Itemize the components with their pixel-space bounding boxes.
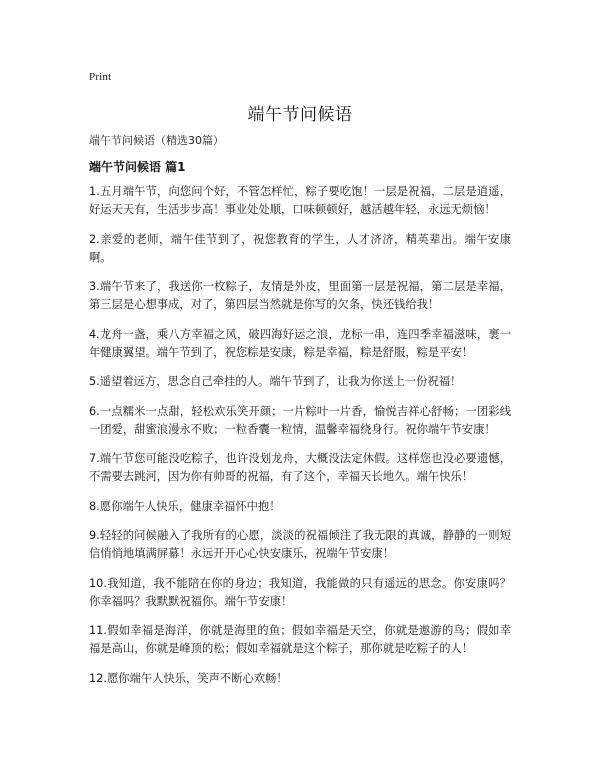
paragraph: 6.一点糯米一点甜，轻松欢乐笑开颜；一片粽叶一片香，愉悦吉祥心舒畅；一团彩线一团爱，甜蜜浪漫永不败；一粒香囊一粒情，温馨幸福绕身行。祝你端午节安康！ — [89, 404, 511, 436]
paragraph: 12.愿你端午人快乐，笑声不断心欢畅！ — [89, 671, 288, 685]
paragraph: 2.亲爱的老师，端午佳节到了，祝您教育的学生，人才济济，精英辈出。端午安康啊。 — [89, 232, 511, 264]
paragraph: 9.轻轻的问候融入了我所有的心愿，淡淡的祝福倾注了我无限的真诚，静静的一则短信悄悄地填满屏幕！永远开开心心快安康乐，祝端午节安康！ — [89, 529, 511, 560]
print-link[interactable]: Print — [89, 71, 112, 83]
paragraph: 8.愿你端午人快乐，健康幸福怀中抱！ — [89, 499, 281, 513]
section-heading: 端午节问候语 篇1 — [89, 160, 186, 174]
paragraph: 10.我知道，我不能陪在你的身边；我知道，我能做的只有遥远的思念。你安康吗？你幸福吗？我默默祝福你。端午节安康！ — [89, 576, 511, 608]
document-subtitle: 端午节问候语（精选30篇） — [89, 134, 224, 147]
paragraph-list — [89, 183, 511, 699]
paragraph: 5.遥望着远方，思念自己牵挂的人。端午节到了，让我为你送上一份祝福！ — [89, 375, 462, 388]
paragraph: 11.假如幸福是海洋，你就是海里的鱼；假如幸福是天空，你就是遨游的鸟；假如幸福是高山，你就是峰顶的松；假如幸福就是这个粽子，那你就是吃粽子的人！ — [89, 624, 511, 655]
paragraph: 3.端午节来了，我送你一枚粽子，友情是外皮，里面第一层是祝福，第二层是幸福，第三层是心想事成，对了，第四层当然就是你写的欠条，快还钱给我！ — [89, 280, 511, 311]
paragraph: 4.龙舟一盏，乘八方幸福之风，破四海好运之浪，龙标一串，连四季幸福滋味，裹一年健康翼望。端午节到了，祝您粽是安康，粽是幸福，粽是舒服，粽是平安！ — [89, 327, 511, 359]
page-title: 端午节问候语 — [247, 105, 353, 125]
document-page — [89, 0, 511, 776]
paragraph: 7.端午节您可能没吃粽子，也许没划龙舟，大概没法定休假。这样您也没必要遗憾，不需要去跳河，因为你有帅哥的祝福，有了这个，幸福天长地久。端午快乐！ — [89, 452, 511, 483]
paragraph: 1.五月端午节，向您问个好，不管怎样忙，粽子要吃饱！一层是祝福，二层是逍遥，好运天天有，生活步步高！事业处处顺，口味顿顿好，越活越年轻，永远无烦恼！ — [89, 185, 511, 216]
